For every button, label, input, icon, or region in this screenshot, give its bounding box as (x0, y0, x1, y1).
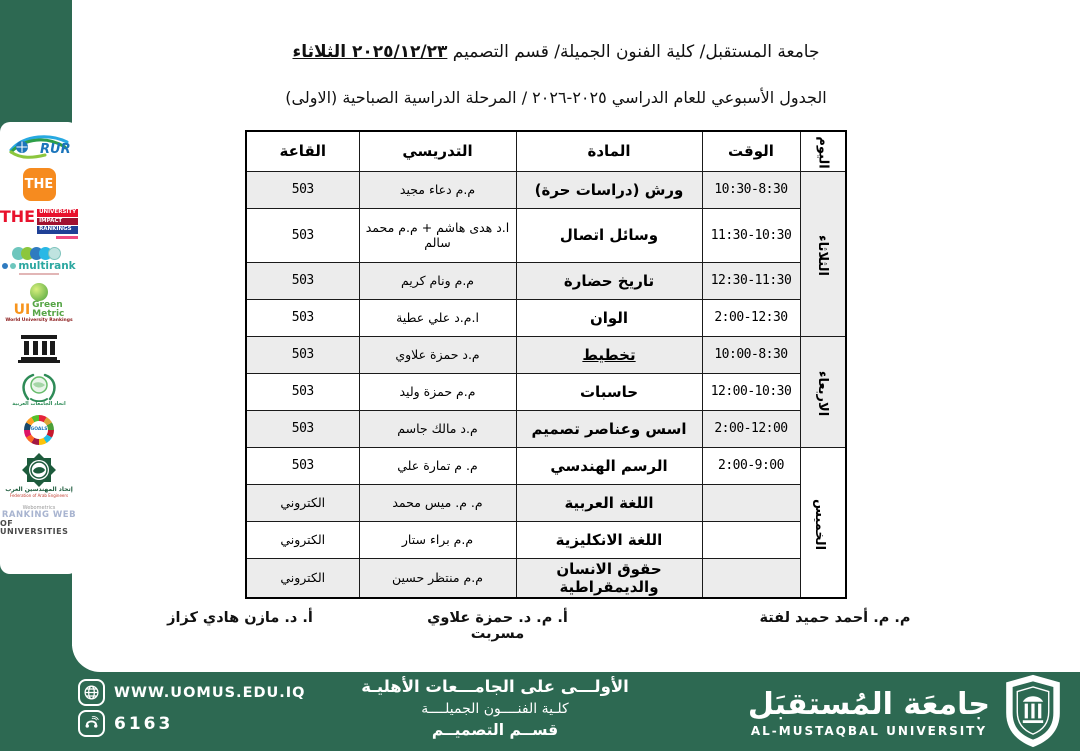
footer-contact-block (78, 679, 306, 737)
cell-time: 11:30-10:30 (702, 208, 800, 262)
title-date: ٢٠٢٥/١٢/٢٣ الثلاثاء (292, 42, 448, 62)
timetable-row (246, 171, 846, 208)
the-logo-text: THE (24, 176, 54, 192)
timetable-row (246, 447, 846, 484)
cell-teacher: م.م براء ستار (359, 521, 516, 558)
page-title (72, 42, 1040, 62)
ui-greenmetric-logo (5, 283, 72, 325)
arab-engineers-federation-logo (5, 453, 73, 497)
svg-text:RUR: RUR (40, 142, 71, 157)
impact-label-university: UNIVERSITY (39, 209, 77, 215)
cell-teacher: م. م تمارة علي (359, 447, 516, 484)
cell-room: 503 (246, 299, 359, 336)
phone-icon (78, 710, 105, 737)
footer-university-brand (748, 674, 1066, 748)
cell-time: 10:30-8:30 (702, 171, 800, 208)
impact-label-rankings: RANKINGS (37, 226, 78, 234)
header-teacher: التدريسي (359, 131, 516, 171)
cell-room: 503 (246, 373, 359, 410)
university-name-english: AL-MUSTAQBAL UNIVERSITY (750, 723, 988, 738)
day-label: الخميس (811, 498, 827, 550)
phone-number: 6163 (114, 713, 174, 734)
signature-right: م. م. أحمد حميد لفتة (759, 610, 911, 626)
header-time: الوقت (702, 131, 800, 171)
cell-room: 503 (246, 208, 359, 262)
cell-room: الكتروني (246, 521, 359, 558)
cell-subject: حاسبات (516, 373, 702, 410)
webometrics-brand: Webometrics (22, 504, 56, 511)
cell-teacher: م.م حمزة وليد (359, 373, 516, 410)
footer-slogan-block (345, 675, 645, 742)
greenmetric-line1: Green (32, 299, 63, 310)
university-shield-logo (1000, 674, 1066, 748)
header-day: اليوم (800, 131, 846, 171)
cell-teacher: م.د حمزة علاوي (359, 336, 516, 373)
main-content-area (72, 0, 1080, 672)
rur-swoosh-icon (7, 130, 71, 160)
greenmetric-globe-icon (30, 283, 48, 301)
sdg-center-text: GOALS (30, 427, 48, 432)
cell-teacher: م.م منتظر حسين (359, 558, 516, 598)
rur-logo (7, 130, 71, 160)
cell-subject: ورش (دراسات حرة) (516, 171, 702, 208)
cell-time (702, 484, 800, 521)
u-multirank-logo (2, 247, 75, 275)
cell-room: 503 (246, 262, 359, 299)
cell-teacher: م. م. ميس محمد (359, 484, 516, 521)
greenmetric-subtext: World University Rankings (5, 318, 73, 324)
timetable-row (246, 558, 846, 598)
cell-time: 10:00-8:30 (702, 336, 800, 373)
cell-subject: الرسم الهندسي (516, 447, 702, 484)
cell-subject: تخطيط (516, 336, 702, 373)
greenmetric-line2: Metric (32, 308, 65, 319)
timetable-row (246, 484, 846, 521)
timetable-row (246, 262, 846, 299)
website-url: WWW.UOMUS.EDU.IQ (114, 684, 306, 701)
footer (0, 672, 1080, 751)
day-cell (800, 171, 846, 336)
cell-subject: اسس وعناصر تصميم (516, 410, 702, 447)
university-name-arabic: جامعَة المُستقبَل (747, 686, 990, 722)
cell-time: 12:00-10:30 (702, 373, 800, 410)
signature-center: أ. م. د. حمزة علاوي مسربت (427, 610, 568, 642)
cell-time: 2:00-12:30 (702, 299, 800, 336)
slogan-line1: الأولـــى على الجامـــعات الأهليـة (361, 677, 629, 696)
cell-subject: حقوق الانسان والديمقراطية (516, 558, 702, 598)
cell-time (702, 521, 800, 558)
cell-room: الكتروني (246, 484, 359, 521)
impact-the-text: THE (0, 207, 36, 226)
multirank-text: multirank (18, 259, 76, 272)
arab-universities-union-logo (12, 372, 66, 407)
arab-engineers-caption-en: Federation of Arab Engineers (9, 492, 69, 498)
cell-room: 503 (246, 410, 359, 447)
cell-room: 503 (246, 336, 359, 373)
cell-teacher: ا.د هدى هاشم + م.م محمد سالم (359, 208, 516, 262)
cell-teacher: ا.م.د علي عطية (359, 299, 516, 336)
cell-time: 12:30-11:30 (702, 262, 800, 299)
cell-subject: اللغة الانكليزية (516, 521, 702, 558)
header-room: القاعة (246, 131, 359, 171)
title-text: جامعة المستقبل/ كلية الفنون الجميلة/ قسم التصميم (447, 42, 820, 62)
page-subtitle: الجدول الأسبوعي للعام الدراسي ٢٠٢٥-٢٠٢٦ / المرحلة الدراسية الصباحية (الاولى) (285, 88, 827, 107)
cell-room: 503 (246, 447, 359, 484)
globe-www-icon (78, 679, 105, 706)
header-subject: المادة (516, 131, 702, 171)
day-label: الاربعاء (814, 370, 830, 417)
cell-subject: الوان (516, 299, 702, 336)
slogan-line2: كلـية الفنــــون الجميلــــة (421, 700, 569, 717)
cell-teacher: م.م ونام كريم (359, 262, 516, 299)
cell-room: الكتروني (246, 558, 359, 598)
rankings-logo-panel (0, 122, 78, 574)
cell-teacher: م.م دعاء مجيد (359, 171, 516, 208)
university-columns-icon (17, 332, 61, 364)
sdg-wheel-icon (24, 415, 54, 445)
signature-left: أ. د. مازن هادي كزاز (167, 610, 313, 626)
cell-time: 2:00-12:00 (702, 410, 800, 447)
arab-universities-caption: اتحاد الجامعات العربية (12, 401, 66, 408)
sdg-goals-logo (24, 415, 54, 445)
cell-time: 2:00-9:00 (702, 447, 800, 484)
impact-label-impact: IMPACT (37, 218, 78, 226)
timetable-header-row (246, 131, 846, 171)
the-impact-rankings-logo (0, 209, 78, 239)
timetable-row (246, 299, 846, 336)
timetable-row (246, 208, 846, 262)
slogan-line3: قســم التصميــم (431, 721, 559, 740)
timetable-row (246, 521, 846, 558)
timetable-body (246, 171, 846, 598)
cell-subject: تاريخ حضارة (516, 262, 702, 299)
timetable-row (246, 336, 846, 373)
day-cell (800, 336, 846, 447)
webometrics-line1: RANKING WEB (1, 510, 77, 521)
cell-subject: اللغة العربية (516, 484, 702, 521)
webometrics-logo (0, 506, 78, 537)
the-logo (23, 168, 56, 201)
cell-subject: وسائل اتصال (516, 208, 702, 262)
arab-engineers-caption-ar: إتحاد المهندسين العرب (5, 486, 73, 494)
timetable (245, 130, 847, 599)
day-cell (800, 447, 846, 598)
cell-teacher: م.د مالك جاسم (359, 410, 516, 447)
webometrics-line2: OF UNIVERSITIES (0, 519, 69, 537)
timetable-row (246, 373, 846, 410)
timetable-row (246, 410, 846, 447)
greenmetric-ui-text: UI (13, 301, 31, 318)
cell-time (702, 558, 800, 598)
cell-room: 503 (246, 171, 359, 208)
day-label: الثلاثاء (815, 235, 831, 276)
